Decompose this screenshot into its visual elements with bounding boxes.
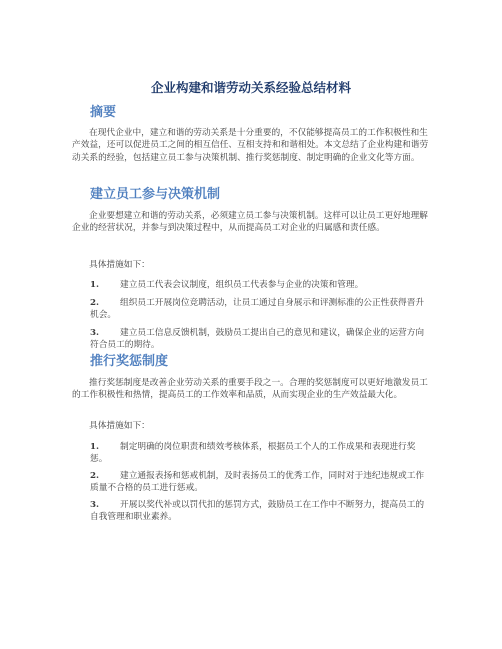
participation-paragraph: 企业要想建立和谐的劳动关系，必须建立员工参与决策机制。这样可以让员工更好地理解企业的经营状况，并参与到决策过程中，从而提高员工对企业的归属感和责任感。 bbox=[72, 211, 428, 234]
document-title: 企业构建和谐劳动关系经验总结材料 bbox=[150, 80, 351, 95]
list-text: 制定明确的岗位职责和绩效考核体系，根据员工个人的工作成果和表现进行奖惩。 bbox=[90, 442, 416, 465]
list-text: 开展以奖代补或以罚代扣的惩罚方式，鼓励员工在工作中不断努力，提高员工的自我管理和职业素养。 bbox=[90, 500, 425, 523]
list-text: 建立通报表扬和惩戒机制，及时表扬员工的优秀工作，同时对于违纪违规或工作质量不合格的员工进行惩戒。 bbox=[90, 471, 425, 494]
list-item bbox=[90, 327, 432, 352]
heading-abstract: 摘要 bbox=[90, 105, 117, 120]
list-number: 1. bbox=[90, 280, 100, 290]
list-number: 2. bbox=[90, 471, 100, 481]
list-number: 2. bbox=[90, 298, 100, 308]
abstract-paragraph: 在现代企业中，建立和谐的劳动关系是十分重要的，不仅能够提高员工的工作积极性和生产效益，还可以促进员工之间的相互信任、互相支持和和谐相处。本文总结了企业构建和谐劳动关系的经验，包括建立员工参与决策机制、推行奖惩制度、制定明确的企业文化等方面。 bbox=[72, 128, 429, 163]
list-text: 建立员工代表会议制度，组织员工代表参与企业的决策和管理。 bbox=[120, 280, 364, 290]
heading-reward-punishment: 推行奖惩制度 bbox=[90, 354, 169, 369]
list-text: 建立员工信息反馈机制，鼓励员工提出自己的意见和建议，确保企业的运营方向符合员工的期待。 bbox=[90, 328, 425, 351]
list-item bbox=[90, 279, 432, 291]
list-text: 组织员工开展岗位竞聘活动，让员工通过自身展示和评测标准的公正性获得晋升机会。 bbox=[90, 298, 425, 321]
list-item bbox=[90, 441, 432, 466]
reward-paragraph: 推行奖惩制度是改善企业劳动关系的重要手段之一。合理的奖惩制度可以更好地激发员工的工作积极性和热情，提高员工的工作效率和品质，从而实现企业的生产效益最大化。 bbox=[72, 378, 428, 401]
list-number: 1. bbox=[90, 442, 100, 452]
heading-participation: 建立员工参与决策机制 bbox=[90, 187, 221, 202]
participation-measures-intro: 具体措施如下： bbox=[89, 260, 150, 270]
list-item bbox=[90, 499, 432, 524]
list-item bbox=[90, 297, 432, 322]
reward-measures-intro: 具体措施如下： bbox=[89, 421, 150, 431]
list-number: 3. bbox=[90, 500, 100, 510]
list-item bbox=[90, 470, 432, 495]
list-number: 3. bbox=[90, 328, 100, 338]
